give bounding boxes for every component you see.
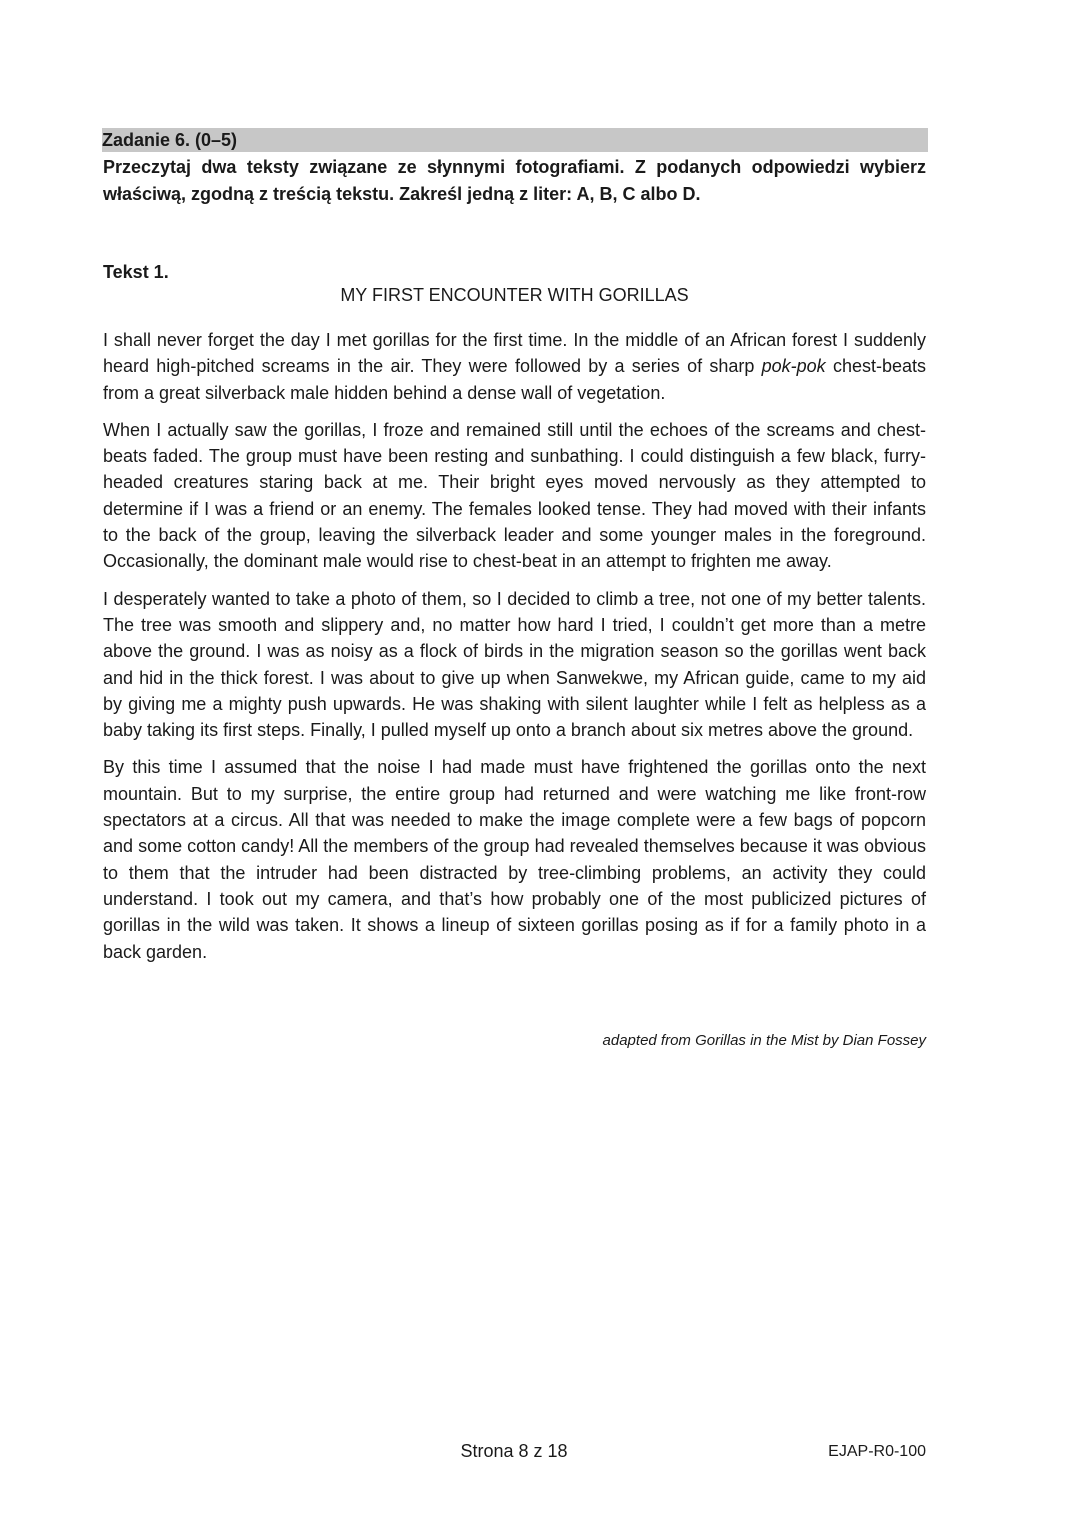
paragraph-1-italic: pok-pok [761,356,826,377]
task-header: Zadanie 6. (0–5) [102,128,928,152]
paragraph-4: By this time I assumed that the noise I had made must have frightened the gorillas onto the next mountain. But to my surprise, the entire group had returned and were watching me like front-row spectators at a circus. All that was needed to make the image complete were a few bags of popcorn and some cotton candy! All the members of the group had revealed themselves because it was obvious to them that the intruder had been distracted by tree-climbing problems, an activity they could understand. I took out my camera, and that’s how probably one of the most publicized pictures of gorillas in the wild was taken. It shows a lineup of sixteen gorillas posing as if for a family photo in a back garden. [103,757,926,962]
page-number: Strona 8 z 18 [460,1441,568,1461]
exam-code: EJAP-R0-100 [828,1443,926,1460]
text-label: Tekst 1. [103,262,169,282]
text-body [103,327,926,976]
paragraph-2: When I actually saw the gorillas, I froze and remained still until the echoes of the screams and chest-beats faded. The group must have been resting and sunbathing. I could distinguish a few black, furry-headed creatures staring back at me. Their bright eyes moved nervously as they attempted to determine if I was a friend or an enemy. The females looked tense. They had moved with their infants to the back of the group, leaving the silverback leader and some younger males in the foreground. Occasionally, the dominant male would rise to chest-beat in an attempt to frighten me away. [103,419,926,572]
paragraph-3: I desperately wanted to take a photo of them, so I decided to climb a tree, not one of my better talents. The tree was smooth and slippery and, no matter how hard I tried, I couldn’t get more than a metre above the ground. I was as noisy as a flock of birds in the migration season so the gorillas went back and hid in the thick forest. I was about to give up when Sanwekwe, my African guide, came to my aid by giving me a mighty push upwards. He was shaking with silent laughter while I felt as helpless as a baby taking its first steps. Finally, I pulled myself up onto a branch about six metres above the ground. [103,588,926,741]
paragraph-1-start: I shall never forget the day I met gorillas for the first time. In the middle of an African forest I suddenly heard high-pitched screams in the air. They were followed by a series of sharp [103,330,926,377]
source-citation: adapted from Gorillas in the Mist by Dian Fossey [602,1032,926,1049]
task-instruction: Przeczytaj dwa teksty związane ze słynnymi fotografiami. Z podanych odpowiedzi wybierz właściwą, zgodną z treścią tekstu. Zakreśl jedną z liter: A, B, C albo D. [103,157,926,204]
paragraph-1 [103,327,926,406]
text-title: MY FIRST ENCOUNTER WITH GORILLAS [340,285,689,305]
paragraph-1-end: chest-beats from a great silverback male hidden behind a dense wall of vegetation. [103,356,926,403]
